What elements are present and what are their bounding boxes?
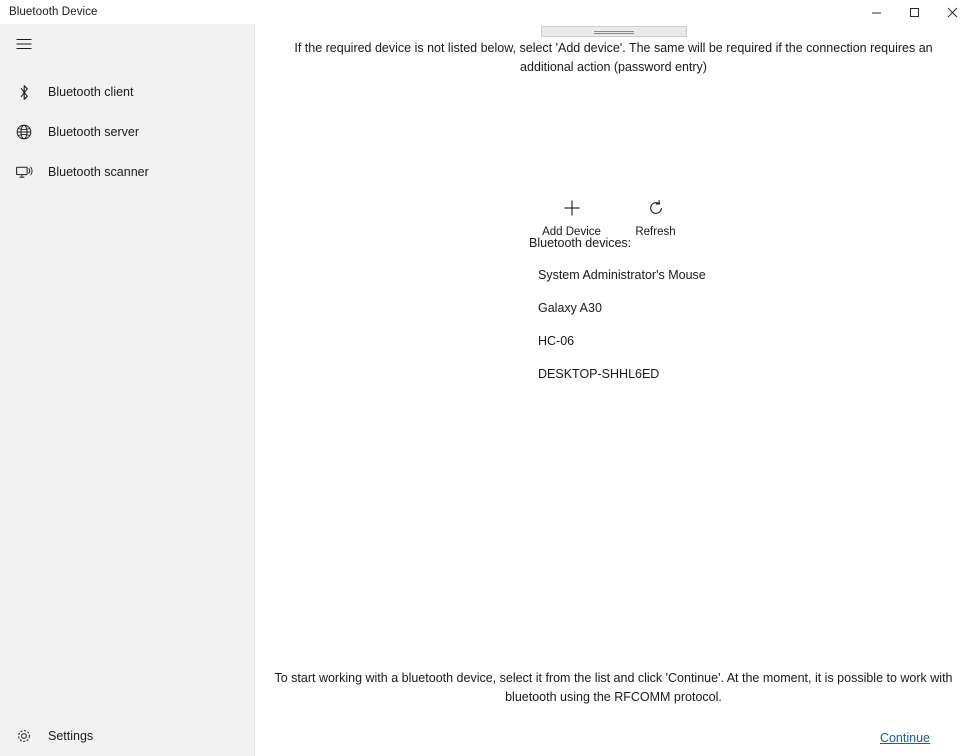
refresh-button[interactable] bbox=[624, 192, 688, 238]
refresh-label: Refresh bbox=[635, 226, 676, 238]
action-toolbar bbox=[256, 192, 971, 238]
window-controls bbox=[857, 0, 971, 24]
scanner-icon bbox=[0, 165, 48, 180]
sidebar-nav bbox=[0, 72, 254, 192]
sidebar-item-label: Bluetooth scanner bbox=[48, 165, 149, 179]
sidebar-item-bluetooth-client[interactable] bbox=[0, 72, 254, 112]
sidebar-item-label: Settings bbox=[48, 729, 94, 743]
sidebar-item-bluetooth-server[interactable] bbox=[0, 112, 254, 152]
minimize-button[interactable] bbox=[857, 0, 895, 24]
add-device-button[interactable] bbox=[540, 192, 604, 238]
plus-icon bbox=[563, 196, 581, 220]
add-device-label: Add Device bbox=[542, 226, 601, 238]
list-item[interactable]: HC-06 bbox=[538, 333, 575, 348]
minimize-icon bbox=[871, 7, 882, 18]
maximize-icon bbox=[909, 7, 920, 18]
list-item[interactable]: System Administrator's Mouse bbox=[538, 267, 706, 282]
main-content bbox=[256, 24, 971, 756]
title-bar bbox=[0, 0, 971, 24]
top-hint-text: If the required device is not listed below, select 'Add device'. The same will be required if the connection requires an additional action (password entry) bbox=[294, 41, 933, 74]
grip-lines-icon bbox=[594, 31, 634, 32]
list-item[interactable]: DESKTOP-SHHL6ED bbox=[538, 366, 660, 381]
bluetooth-icon bbox=[0, 84, 48, 101]
refresh-icon bbox=[647, 196, 665, 220]
bottom-hint-text: To start working with a bluetooth device, select it from the list and click 'Continue'. At the moment, it is possible to work with bluetooth using the RFCOMM protocol. bbox=[274, 671, 953, 704]
window-title: Bluetooth Device bbox=[9, 6, 98, 18]
devices-caption: Bluetooth devices: bbox=[529, 236, 632, 250]
sidebar-item-label: Bluetooth client bbox=[48, 85, 134, 99]
hamburger-icon bbox=[16, 37, 32, 55]
maximize-button[interactable] bbox=[895, 0, 933, 24]
panel-drag-handle[interactable] bbox=[541, 26, 687, 37]
sidebar bbox=[0, 24, 255, 756]
sidebar-item-settings[interactable] bbox=[0, 716, 255, 756]
close-button[interactable] bbox=[933, 0, 971, 24]
sidebar-item-bluetooth-scanner[interactable] bbox=[0, 152, 254, 192]
sidebar-item-label: Bluetooth server bbox=[48, 125, 140, 139]
menu-toggle-button[interactable] bbox=[0, 28, 48, 64]
globe-icon bbox=[0, 124, 48, 140]
continue-link[interactable]: Continue bbox=[879, 731, 930, 745]
close-icon bbox=[947, 7, 958, 18]
sidebar-footer bbox=[0, 716, 255, 756]
list-item[interactable]: Galaxy A30 bbox=[538, 300, 602, 315]
gear-icon bbox=[0, 728, 48, 744]
device-list bbox=[529, 258, 949, 390]
